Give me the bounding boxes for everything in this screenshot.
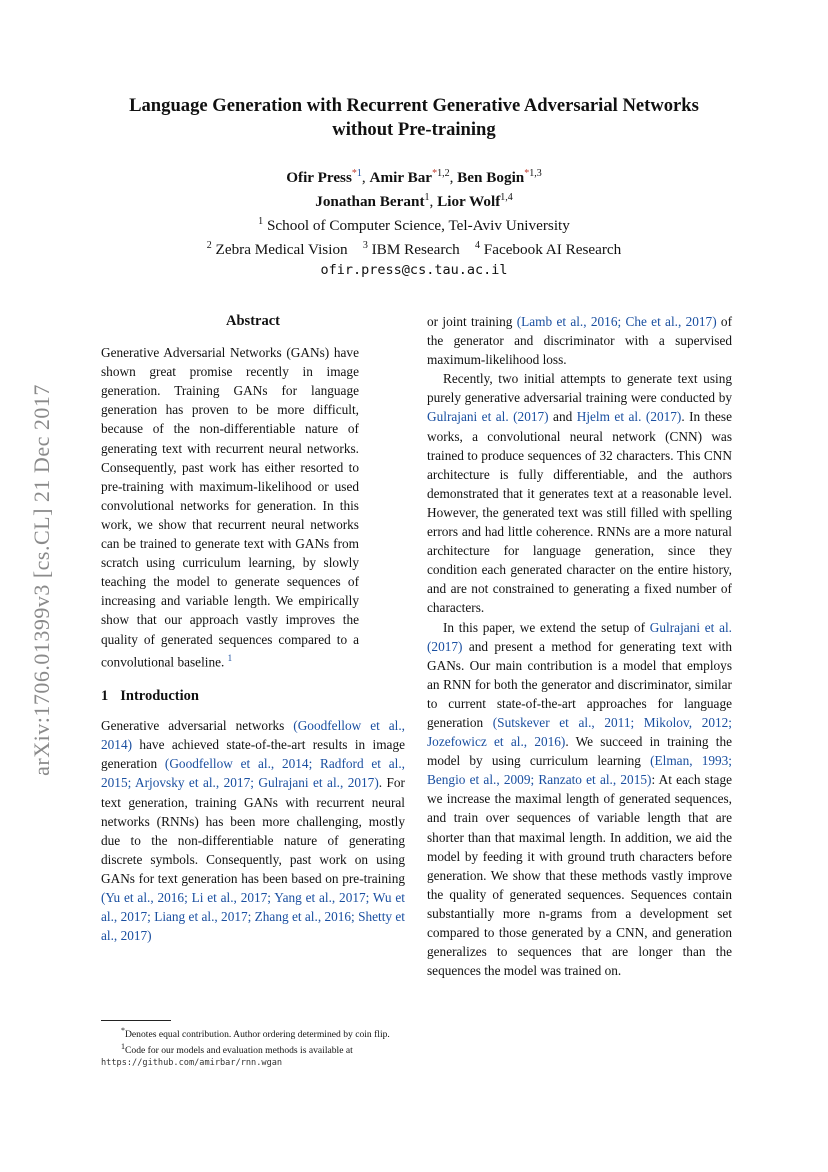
footnote-text: Code for our models and evaluation methods is available at — [125, 1045, 353, 1057]
affiliation-line-2: $^2$ Zebra Medical Vision $^3$ IBM Research $^4$ Facebook AI Research — [206, 240, 622, 259]
body-text: . For text generation, training GANs with recurrent neural networks (RNNs) has been more challenging, mostly due to the non-differentiable nature of generating discrete symbols. Consequently, past work on using GANs for text generation has been based on pre-training — [101, 775, 405, 886]
footnote-code — [101, 1041, 405, 1057]
citation-link[interactable]: (Elman, 1993; Bengio et al., 2009; Ranzato et al., 2015) — [427, 753, 732, 788]
author-name: Amir Bar — [369, 169, 433, 187]
section-heading-introduction — [101, 687, 405, 706]
citation-link[interactable]: (Sutskever et al., 2011; Mikolov, 2012; Jozefowicz et al., 2016) — [427, 714, 732, 750]
body-text: . In these works, a convolutional neural network (CNN) was trained to produce sequences of 32 characters. This CNN architecture is fully differentiable, and the authors demonstrated that it generates text at a reasonable level. However, the generated text was still filled with spelling errors and had little coherence. RNNs are a more natural architecture for language generation, since they condition each generated character on the entire history, and are not constrained to generating a fixed number of characters. — [427, 409, 732, 616]
body-text: Recently, two initial attempts to generate text using purely generative adversarial training were conducted by — [427, 371, 732, 406]
citation-link[interactable]: (Goodfellow et al., 2014; Radford et al., 2015; Arjovsky et al., 2017; Gulrajani et al., 2017) — [101, 756, 405, 791]
title-line-2: without Pre-training — [332, 119, 496, 140]
affiliation-line-1: $^1$ School of Computer Science, Tel-Aviv University — [258, 216, 570, 235]
arxiv-sidebar — [22, 330, 62, 830]
intro-paragraph — [101, 716, 405, 945]
footnote-mark: * — [121, 1026, 125, 1035]
citation-link[interactable]: (Lamb et al., 2016; Che et al., 2017) — [516, 314, 717, 329]
citation-link[interactable]: Hjelm et al. (2017) — [576, 409, 682, 425]
author-block — [60, 164, 768, 280]
body-text: . We succeed in training the model by using curriculum learning — [427, 734, 732, 769]
author-affil-sup: 1,3 — [529, 168, 542, 179]
paragraph-joint-training — [427, 312, 732, 369]
abstract-text: Generative Adversarial Networks (GANs) have shown great promise recently in image generation. Training GANs for language generation has proven to be more difficult, because of the non-differentiable nature of generating text with recurrent neural networks. Consequently, past work has either resorted to pre-training with maximum-likelihood or used convolutional networks for generation. In this work, we show that recurrent neural networks can be trained to generate text with GANs from scratch using curriculum learning, by slowly teaching the model to generate sequences of increasing and variable length. We empirically show that our approach vastly improves the quality of generated sequences compared to a convolutional baseline. — [101, 345, 359, 670]
body-text: or joint training — [427, 314, 517, 329]
footnote-ref[interactable]: 1 — [227, 652, 233, 663]
citation-link[interactable]: Gulrajani et al. (2017) — [427, 619, 732, 654]
author-line-2: Jonathan Berant$^1$, Lior Wolf$^{1,4}$ — [315, 192, 513, 211]
author-line-1: Ofir Press$^{*1}$, Amir Bar$^{*1,2}$, Ben Bogin$^{*1,3}$ — [286, 168, 542, 187]
section-number: 1 — [101, 688, 109, 705]
author-name: Ben Bogin — [457, 169, 525, 187]
author-name: Lior Wolf — [437, 193, 501, 211]
author-affil-sup: 1,4 — [500, 192, 513, 204]
citation-link[interactable]: (Yu et al., 2016; Li et al., 2017; Yang et al., 2017; Wu et al., 2017; Liang et al., 2017; Zhang et al., 2016; Shetty et al., 2017) — [101, 890, 405, 944]
paragraph-contribution — [427, 618, 732, 981]
body-text: of the generator and discriminator with a supervised maximum-likelihood loss. — [427, 314, 732, 368]
left-column — [101, 312, 405, 945]
body-text: Generative adversarial networks — [101, 718, 294, 734]
author-name: Jonathan Berant — [315, 193, 425, 211]
footnote-equal-contribution — [101, 1025, 405, 1041]
right-column — [427, 312, 732, 980]
body-text: In this paper, we extend the setup of — [443, 619, 650, 635]
author-name: Ofir Press — [286, 169, 352, 187]
author-affil-sup: 1,2 — [437, 168, 450, 179]
body-text: and — [548, 409, 577, 425]
arxiv-identifier: arXiv:1706.01399v3 [cs.CL] 21 Dec 2017 — [29, 384, 54, 776]
abstract-heading: Abstract — [226, 313, 280, 329]
footnote-rule — [101, 1020, 171, 1021]
affiliation: IBM Research — [371, 241, 460, 259]
body-text: and present a method for generating text with GANs. Our main contribution is a model that employs an RNN for both the generator and discriminator, similar to current state-of-the-art approaches for language generation — [427, 638, 732, 730]
section-title: Introduction — [120, 688, 199, 705]
paragraph-recent-attempts — [427, 369, 732, 617]
citation-link[interactable]: Gulrajani et al. (2017) — [427, 409, 549, 425]
body-text: : At each stage we increase the maximal length of generated sequences, and train over sequences of variable length that are shorter than that maximal length. In addition, we aid the model by feeding it with ground truth characters before generation. We show that these methods vastly improve the quality of generated sequences. Sequences contain substantially more n-grams from a development set compared to those generated by a CNN, and generation generalizes to sequences that are longer than the sequences the model was trained on. — [427, 772, 732, 979]
code-url-link[interactable]: https://github.com/amirbar/rnn.wgan — [101, 1058, 283, 1069]
affiliation: Zebra Medical Vision — [215, 241, 348, 259]
footnote-mark: 1 — [121, 1042, 125, 1052]
citation-link[interactable]: (Goodfellow et al., 2014) — [101, 718, 405, 753]
title-line-1: Language Generation with Recurrent Generative Adversarial Networks — [129, 95, 699, 116]
body-text: have achieved state-of-the-art results in image generation — [101, 737, 405, 772]
paper-title — [60, 94, 768, 142]
affiliation: Facebook AI Research — [483, 241, 622, 259]
footnote-text: Denotes equal contribution. Author ordering determined by coin flip. — [125, 1029, 390, 1041]
footnotes — [101, 1020, 405, 1069]
affiliation: School of Computer Science, Tel-Aviv University — [266, 217, 570, 235]
author-email[interactable]: ofir.press@cs.tau.ac.il — [320, 262, 508, 279]
author-affil-sup: 1 — [424, 192, 430, 204]
author-affil-sup[interactable]: 1 — [356, 168, 362, 179]
abstract-body — [101, 343, 359, 671]
